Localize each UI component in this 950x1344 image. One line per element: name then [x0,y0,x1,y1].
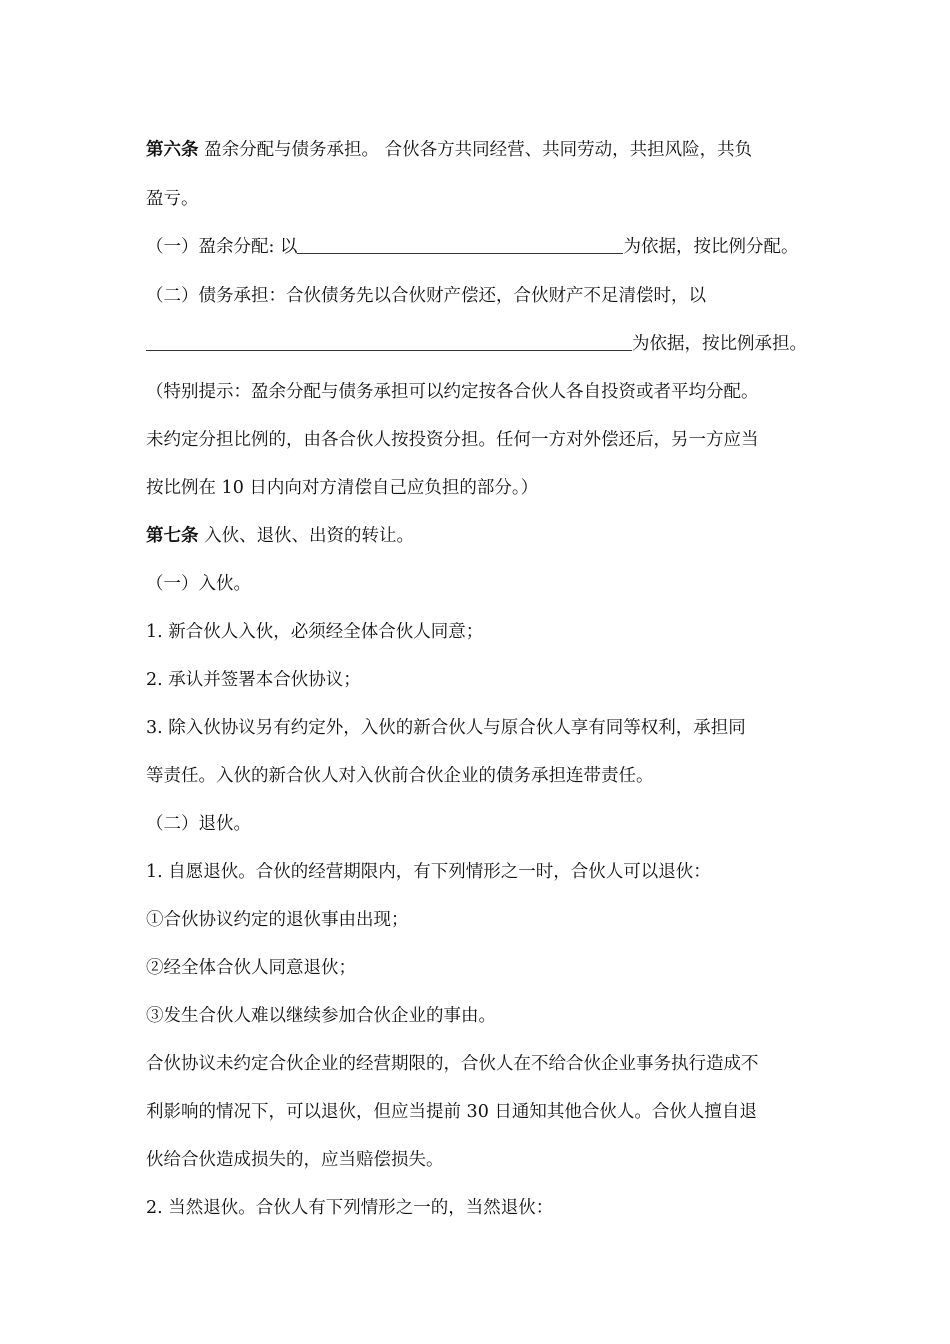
article7-sec2-line: ①合伙协议约定的退伙事由出现； [146,910,409,930]
article6-item1 [146,233,798,258]
item2-suffix: 为依据，按比例承担。 [632,334,807,354]
article6-heading: 第六条 [146,140,199,160]
item1-suffix: 为依据，按比例分配。 [623,237,799,257]
article7-sec2-line: ③发生合伙人难以继续参加合伙企业的事由。 [146,1006,496,1026]
article6-note-line1: （特别提示：盈余分配与债务承担可以约定按各合伙人各自投资或者平均分配。 [146,382,759,402]
article6-item2: （二）债务承担：合伙债务先以合伙财产偿还，合伙财产不足清偿时，以 [146,286,706,306]
article6-title-text: 盈余分配与债务承担。 合伙各方共同经营、共同劳动，共担风险，共负 [198,140,753,160]
item1-blank-field [297,235,623,254]
article7-sec2-line: 合伙协议未约定合伙企业的经营期限的，合伙人在不给合伙企业事务执行造成不 [146,1054,759,1074]
article7-sec2-line: 1. 自愿退伙。合伙的经营期限内，有下列情形之一时，合伙人可以退伙： [146,862,711,882]
article7-title-text: 入伙、退伙、出资的转让。 [198,526,415,546]
article7-title-line [146,522,414,547]
article7-sec2-line: 利影响的情况下，可以退伙，但应当提前 30 日通知其他合伙人。合伙人擅自退 [146,1102,757,1122]
article7-sec1-item: 2. 承认并签署本合伙协议； [146,670,361,690]
article7-heading: 第七条 [146,526,199,546]
article7-sec1-item: 1. 新合伙人入伙，必须经全体合伙人同意； [146,622,484,642]
article7-sec2-title: （二）退伙。 [146,814,251,834]
article7-sec1-item: 等责任。入伙的新合伙人对入伙前合伙企业的债务承担连带责任。 [146,766,654,786]
article6-note-line3: 按比例在 10 日内向对方清偿自己应负担的部分。） [146,478,539,498]
article7-sec1-item: 3. 除入伙协议另有约定外，入伙的新合伙人与原合伙人享有同等权利，承担同 [146,718,746,738]
article7-sec2-line: 2. 当然退伙。合伙人有下列情形之一的，当然退伙： [146,1198,554,1218]
article7-sec1-title: （一）入伙。 [146,574,251,594]
article6-item2-cont [146,330,807,355]
item2-blank-field [146,332,632,351]
article7-sec2-line: 伙给合伙造成损失的，应当赔偿损失。 [146,1150,444,1170]
article6-title-line [146,136,752,161]
article7-sec2-line: ②经全体合伙人同意退伙； [146,958,356,978]
article6-note-line2: 未约定分担比例的，由各合伙人按投资分担。任何一方对外偿还后，另一方应当 [146,430,759,450]
item1-prefix: （一）盈余分配: 以 [146,237,298,257]
article6-title-cont: 盈亏。 [146,189,199,209]
